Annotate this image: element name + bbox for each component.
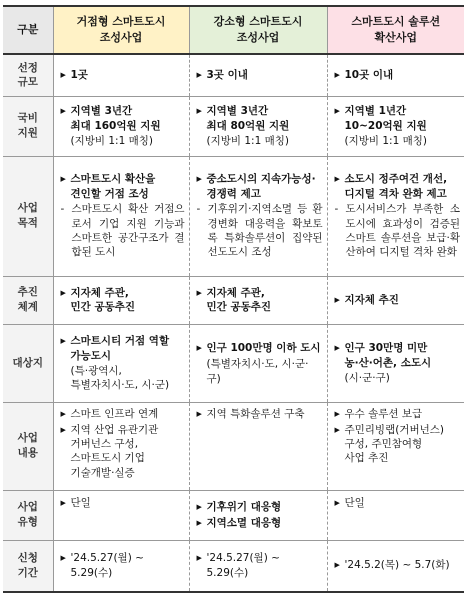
triangle-right-icon: ▶ [60, 409, 66, 418]
triangle-right-icon: ▶ [334, 425, 340, 434]
note-text: (특별자치시·도, 시·군·구) [206, 358, 309, 385]
bullet-item: ▶ '24.5.2(목) ~ 5.7(화) [334, 559, 450, 572]
triangle-right-icon: ▶ [60, 554, 66, 563]
note-text: (지방비 1:1 매칭) [70, 135, 153, 148]
table-cell [327, 490, 464, 540]
table-cell [189, 96, 327, 156]
table-row [3, 402, 464, 490]
triangle-right-icon: ▶ [60, 337, 66, 346]
table-row [3, 156, 464, 276]
table-cell [189, 324, 327, 402]
comparison-table [3, 5, 464, 593]
triangle-right-icon: ▶ [196, 518, 202, 527]
table-cell [327, 156, 464, 276]
triangle-right-icon: ▶ [196, 288, 202, 297]
triangle-right-icon: ▶ [196, 502, 202, 511]
bullet-item: ▶ 스마트도시 확산을 견인할 거점 조성 [60, 173, 156, 200]
note-text: (지방비 1:1 매칭) [344, 135, 427, 148]
bullet-item: ▶ 지역별 1년간 10~20억원 지원 [334, 105, 427, 132]
bullet-item: ▶ 지역별 3년간 최대 160억원 지원 [60, 105, 161, 132]
table-cell [53, 490, 189, 540]
triangle-right-icon: ▶ [196, 409, 202, 418]
table-cell [189, 490, 327, 540]
bullet-item: ▶ 단일 [334, 496, 365, 509]
dash-item: - 스마트도시 확산 거점으로서 기업 지원 기능과 스마트한 공간구조가 결합된 도시 [60, 203, 185, 259]
header-col-2: 강소형 스마트도시 조성사업 [189, 6, 327, 54]
bullet-item: ▶ 주민리빙랩(거버넌스) 구성, 주민참여형 사업 추진 [334, 423, 444, 465]
triangle-right-icon: ▶ [196, 107, 202, 116]
table-cell [53, 402, 189, 490]
bullet-item: ▶ 단일 [60, 496, 91, 509]
bullet-item: ▶ '24.5.27(월) ~ 5.29(수) [60, 552, 144, 579]
table-cell [53, 324, 189, 402]
table-row [3, 96, 464, 156]
bullet-item: ▶ 지역별 3년간 최대 80억원 지원 [196, 105, 290, 132]
bullet-item: ▶ 지자체 추진 [334, 293, 399, 306]
bullet-item: ▶ 기후위기 대응형 [196, 500, 282, 513]
note-text: (시·군·구) [344, 372, 390, 385]
row-label: 추진 체계 [3, 276, 53, 324]
bullet-item: ▶ 중소도시의 지속가능성· 경쟁력 제고 [196, 173, 316, 200]
row-label: 선정 규모 [3, 54, 53, 96]
bullet-item: ▶ 인구 30만명 미만 농·산·어촌, 소도시 [334, 342, 432, 369]
table-cell [327, 540, 464, 592]
note-text: (특·광역시, 특별자치시·도, 시·군) [70, 365, 170, 392]
triangle-right-icon: ▶ [196, 70, 202, 79]
bullet-item: ▶ 지역 특화솔루션 구축 [196, 407, 305, 420]
header-row [3, 6, 464, 54]
triangle-right-icon: ▶ [334, 409, 340, 418]
header-category: 구분 [3, 6, 53, 54]
triangle-right-icon: ▶ [334, 344, 340, 353]
triangle-right-icon: ▶ [334, 70, 340, 79]
triangle-right-icon: ▶ [60, 70, 66, 79]
triangle-right-icon: ▶ [196, 554, 202, 563]
bullet-item: ▶ 스마트 인프라 연계 [60, 407, 159, 420]
dash-item: - 기후위기·지역소멸 등 환경변화 대응력을 확보토록 특화솔루션이 집약된 선도도시 조성 [196, 203, 323, 259]
table-cell [189, 276, 327, 324]
row-label: 사업 내용 [3, 402, 53, 490]
row-label: 사업 목적 [3, 156, 53, 276]
table-cell [327, 324, 464, 402]
triangle-right-icon: ▶ [196, 344, 202, 353]
bullet-item: ▶ 3곳 이내 [196, 68, 248, 81]
table-cell [189, 540, 327, 592]
table-cell [53, 156, 189, 276]
bullet-item: ▶ '24.5.27(월) ~ 5.29(수) [196, 552, 280, 579]
triangle-right-icon: ▶ [60, 288, 66, 297]
bullet-item: ▶ 지역소멸 대응형 [196, 516, 282, 529]
bullet-item: ▶ 지자체 주관, 민간 공동추진 [196, 286, 272, 313]
triangle-right-icon: ▶ [60, 175, 66, 184]
bullet-item: ▶ 인구 100만명 이하 도시 [196, 342, 321, 355]
table-cell [327, 402, 464, 490]
triangle-right-icon: ▶ [60, 425, 66, 434]
dash-item: - 도시서비스가 부족한 소도시에 효과성이 검증된 스마트 솔루션을 보급·확산하여 디지털 격차 완화 [334, 203, 460, 259]
triangle-right-icon: ▶ [334, 295, 340, 304]
table-cell [327, 276, 464, 324]
table-cell [53, 54, 189, 96]
triangle-right-icon: ▶ [334, 107, 340, 116]
bullet-item: ▶ 지자체 주관, 민간 공동추진 [60, 286, 136, 313]
triangle-right-icon: ▶ [334, 498, 340, 507]
note-text: (지방비 1:1 매칭) [206, 135, 289, 148]
triangle-right-icon: ▶ [334, 175, 340, 184]
row-label: 국비 지원 [3, 96, 53, 156]
table-row [3, 324, 464, 402]
bullet-item: ▶ 소도시 정주여건 개선, 디지털 격차 완화 제고 [334, 173, 448, 200]
row-label: 신청 기간 [3, 540, 53, 592]
table-row [3, 276, 464, 324]
header-col-1: 거점형 스마트도시 조성사업 [53, 6, 189, 54]
row-label: 사업 유형 [3, 490, 53, 540]
row-label: 대상지 [3, 324, 53, 402]
triangle-right-icon: ▶ [60, 107, 66, 116]
table-cell [53, 96, 189, 156]
triangle-right-icon: ▶ [60, 498, 66, 507]
table-cell [189, 402, 327, 490]
bullet-item: ▶ 지역 산업 유관기관 거버넌스 구성, 스마트도시 기업 기술개발·실증 [60, 423, 159, 479]
table-cell [53, 540, 189, 592]
table-cell [53, 276, 189, 324]
bullet-item: ▶ 스마트시티 거점 역할 가능도시 [60, 335, 170, 362]
table-row [3, 540, 464, 592]
table-cell [327, 96, 464, 156]
bullet-item: ▶ 1곳 [60, 68, 88, 81]
table-cell [327, 54, 464, 96]
table-row [3, 54, 464, 96]
bullet-item: ▶ 10곳 이내 [334, 68, 394, 81]
table-row [3, 490, 464, 540]
bullet-item: ▶ 우수 솔루션 보급 [334, 407, 423, 420]
header-col-3: 스마트도시 솔루션 확산사업 [327, 6, 464, 54]
triangle-right-icon: ▶ [196, 175, 202, 184]
table-cell [189, 54, 327, 96]
table-cell [189, 156, 327, 276]
triangle-right-icon: ▶ [334, 561, 340, 570]
